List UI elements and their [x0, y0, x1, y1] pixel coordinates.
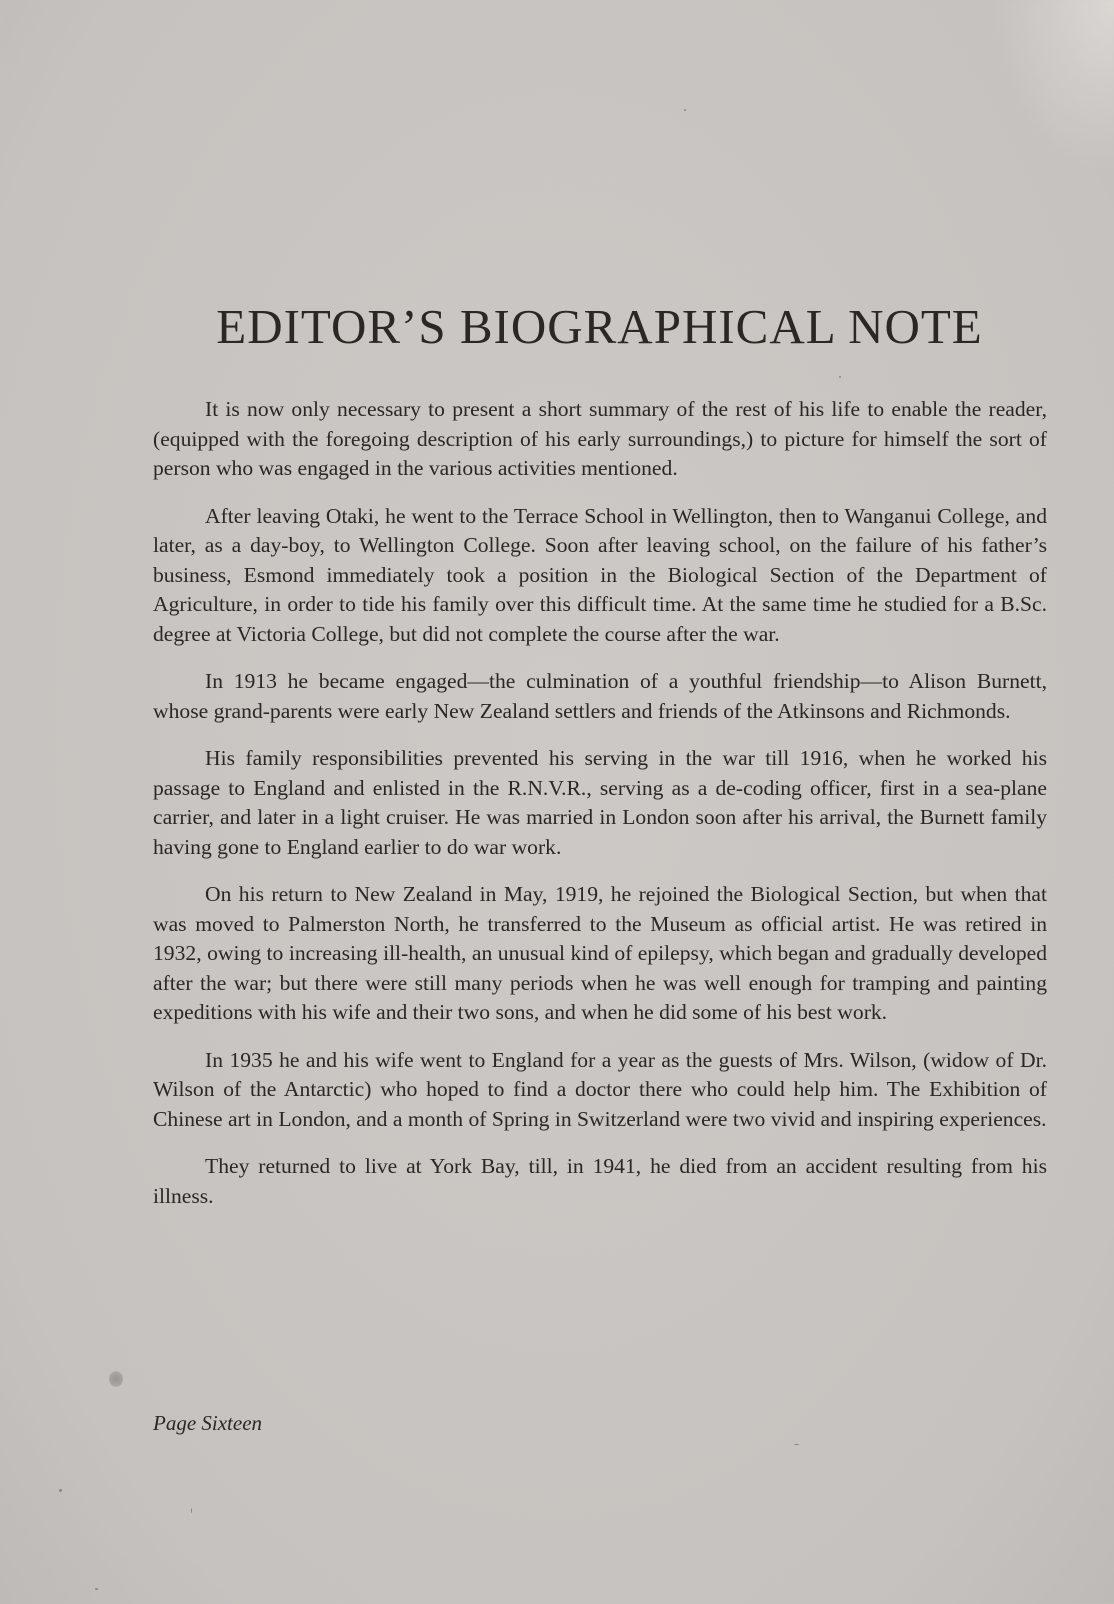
paper-speck: [191, 1508, 192, 1513]
paper-speck: [794, 1444, 799, 1445]
page-title: EDITOR’S BIOGRAPHICAL NOTE: [216, 299, 983, 354]
paper-speck: [95, 1588, 98, 1590]
paragraph: In 1935 he and his wife went to England for a year as the guests of Mrs. Wilson, (widow of Dr. Wilson of the Antarctic) who hoped to find a doctor there who could help him. The Exhibition of Chinese art in London, and a month of Spring in Switzerland were two vivid and inspiring experiences.: [153, 1047, 1047, 1131]
paper-speck: [59, 1489, 62, 1492]
paragraph: They returned to live at York Bay, till, in 1941, he died from an accident resulting from his illness.: [153, 1154, 1047, 1208]
paragraph: After leaving Otaki, he went to the Terrace School in Wellington, then to Wanganui College, and later, as a day-boy, to Wellington College. Soon after leaving school, on the failure of his father’s business, Esmond immediately took a position in the Biological Section of the Department of Agriculture, in order to tide his family over this difficult time. At the same time he studied for a B.Sc. degree at Victoria College, but did not complete the course after the war.: [153, 503, 1047, 646]
paper-speck: [839, 376, 841, 378]
paragraph: In 1913 he became engaged—the culmination of a youthful friendship—to Alison Burnett, whose grand-parents were early New Zealand settlers and friends of the Atkinsons and Richmonds.: [153, 669, 1047, 723]
paragraph: It is now only necessary to present a short summary of the rest of his life to enable the reader, (equipped with the foregoing description of his early surroundings,) to picture for himself the sort of person who was engaged in the various activities mentioned.: [153, 397, 1047, 480]
body-text: [153, 395, 1047, 1229]
paragraph: On his return to New Zealand in May, 1919, he rejoined the Biological Section, but when that was moved to Palmerston North, he transferred to the Museum as official artist. He was retired in 1932, owing to increasing ill-health, an unusual kind of epilepsy, which began and gradually developed after the war; but there were still many periods when he was well enough for tramping and painting expeditions with his wife and their two sons, and when he did some of his best work.: [153, 882, 1047, 1024]
page-number: Page Sixteen: [153, 1411, 263, 1435]
paper-blemish: [109, 1371, 123, 1387]
paper-speck: [684, 109, 686, 111]
paragraph: His family responsibilities prevented his serving in the war till 1916, when he worked his passage to England and enlisted in the R.N.V.R., serving as a de-coding officer, first in a sea-plane carrier, and later in a light cruiser. He was married in London soon after his arrival, the Burnett family having gone to England earlier to do war work.: [153, 746, 1047, 859]
